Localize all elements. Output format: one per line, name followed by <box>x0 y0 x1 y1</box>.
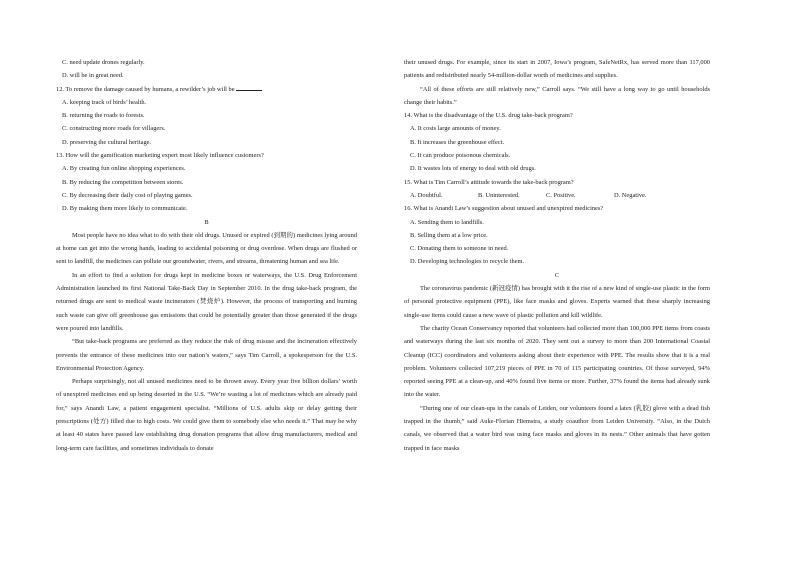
right-column <box>404 56 710 455</box>
q13-stem: 13. How will the gamification marketing expert most likely influence customers? <box>56 152 264 160</box>
q15-option-c: C. Positive. <box>546 191 576 199</box>
q14-option-a: A. It costs large amounts of money. <box>410 125 501 133</box>
q15-options <box>404 189 710 202</box>
passage-c-paragraph-2: The charity Ocean Conservancy reported that volunteers had collected more than 100,000 PPE items from coasts and waterways during the last six months of 2020. They sent out a survey to more than 200 International Coastal Cleanup (ICC) coordinators and volunteers asking about their experience with PPE. The results show that it is a real problem. Volunteers collected 107,219 pieces of PPE in 70 of 115 participating countries. Of those surveyed, 94% reported seeing PPE at a clean-up, and 40% found five items or more. Further, 37% found the items had already sunk into the water. <box>404 324 710 399</box>
passage-c-paragraph-3: “During one of our clean-ups in the canals of Leiden, our volunteers found a latex (乳胶) glove with a dead fish trapped in the thumb,” said Auke-Florian Hiemstra, a study coauthor from Leiden University. “Also, in the Dutch canals, we observed that a water bird was using face masks and gloves in its nests.” Other animals that have gotten trapped in face masks <box>404 404 710 452</box>
q16-option-c: C. Donating them to someone in need. <box>410 245 509 253</box>
q13-option-d: D. By making them more likely to communicate. <box>62 205 188 213</box>
passage-b-continued-2: “All of these efforts are still relatively new,” Carroll says. “We still have a long way to go until households change their habits.” <box>404 85 710 106</box>
q16-option-b: B. Selling them at a low price. <box>410 231 488 239</box>
q13-option-b: B. By reducing the competition between stores. <box>62 178 184 186</box>
q15-stem: 15. What is Tim Carroll’s attitude towards the take-back program? <box>404 178 574 186</box>
q11-option-c: C. need update drones regularly. <box>62 59 145 66</box>
q12-option-a: A. keeping track of birds’ health. <box>62 98 147 106</box>
passage-b-paragraph-1: Most people have no idea what to do with their old drugs. Unused or expired (到期的) medicines lying around at home can get into the wrong hands, leading to accidental poisoning or drug overdose. When drugs are flushed or sent to landfill, the medicines can pollute our groundwater, rivers, and streams, threatening human and sea life. <box>56 231 357 266</box>
passage-c-paragraph-1: The coronavirus pandemic (新冠疫情) has brought with it the rise of a new kind of single-use plastic in the form of personal protective equipment (PPE), like face masks and gloves. Experts warned that these sharply increasing single-use items could cause a new wave of plastic pollution and kill wildlife. <box>404 285 710 319</box>
left-column <box>56 56 357 455</box>
passage-b-paragraph-2: In an effort to find a solution for drugs kept in medicine boxes or waterways, the U.S. Drug Enforcement Administration launched its first National Take-Back Day in September 2010. In the drug take-back program, the returned drugs are sent to medical waste incinerators (焚烧炉). However, the process of transporting and burning such waste can give off greenhouse gas emissions that could be potentially greater than those generated if the drugs were poured into landfills. <box>56 271 357 332</box>
q15-option-a: A. Doubtful. <box>410 191 443 199</box>
q15-option-b: B. Uninterested. <box>478 191 520 199</box>
section-b-heading: B <box>204 218 209 226</box>
passage-b-paragraph-4: Perhaps surprisingly, not all unused medicines need to be thrown away. Every year five billion dollars’ worth of unexpired medicines end up being deserted in the U.S. “We’re wasting a lot of medicines which are already paid for,” says Anandi Law, a patient engagement specialist. “Millions of U.S. adults skip or delay getting their prescriptions (处方) filled due to high costs. We could give them to somebody else who needs it.” That may be why at least 40 states have passed law establishing drug donation programs that allow drug manufacturers, medical and long-term care facilities, and sometimes individuals to donate <box>56 378 357 452</box>
q13-option-c: C. By decreasing their daily cost of playing games. <box>62 191 193 199</box>
q14-stem: 14. What is the disadvantage of the U.S. drug take-back program? <box>404 112 573 120</box>
q14-option-b: B. It increases the greenhouse effect. <box>410 138 505 146</box>
q16-option-a: A. Sending them to landfills. <box>410 218 484 226</box>
q16-stem: 16. What is Anandi Law’s suggestion about unused and unexpired medicines? <box>404 205 604 213</box>
section-c-heading: C <box>554 271 560 279</box>
answer-blank <box>236 84 262 91</box>
q14-option-c: C. It can produce poisonous chemicals. <box>410 152 511 160</box>
q12-option-d: D. preserving the cultural heritage. <box>62 138 152 146</box>
q15-option-d: D. Negative. <box>614 191 647 199</box>
q12-option-b: B. returning the roads to forests. <box>62 112 145 120</box>
q16-option-d: D. Developing technologies to recycle them. <box>410 258 525 266</box>
q11-option-d: D. will be in great need. <box>62 72 124 80</box>
q13-option-a: A. By creating fun online shopping experiences. <box>62 165 186 173</box>
q12-stem: 12. To remove the damage caused by humans, a rewilder’s job will be <box>56 83 357 96</box>
passage-b-paragraph-3: “But take-back programs are preferred as they reduce the risk of drug misuse and the incineration effectively prevents the entrance of these medicines into our nation’s waters,” says Tim Carroll, a spokesperson for the U.S. Environmental Protection Agency. <box>56 338 357 372</box>
q12-option-c: C. constructing more roads for villagers. <box>62 125 166 133</box>
passage-b-continued-1: their unused drugs. For example, since its start in 2007, Iowa’s program, SafeNetRx, has served more than 117,000 patients and redistributed nearly 54-million-dollar worth of medicines and supplies. <box>404 59 710 80</box>
q14-option-d: D. It wastes lots of energy to deal with old drugs. <box>410 165 536 173</box>
